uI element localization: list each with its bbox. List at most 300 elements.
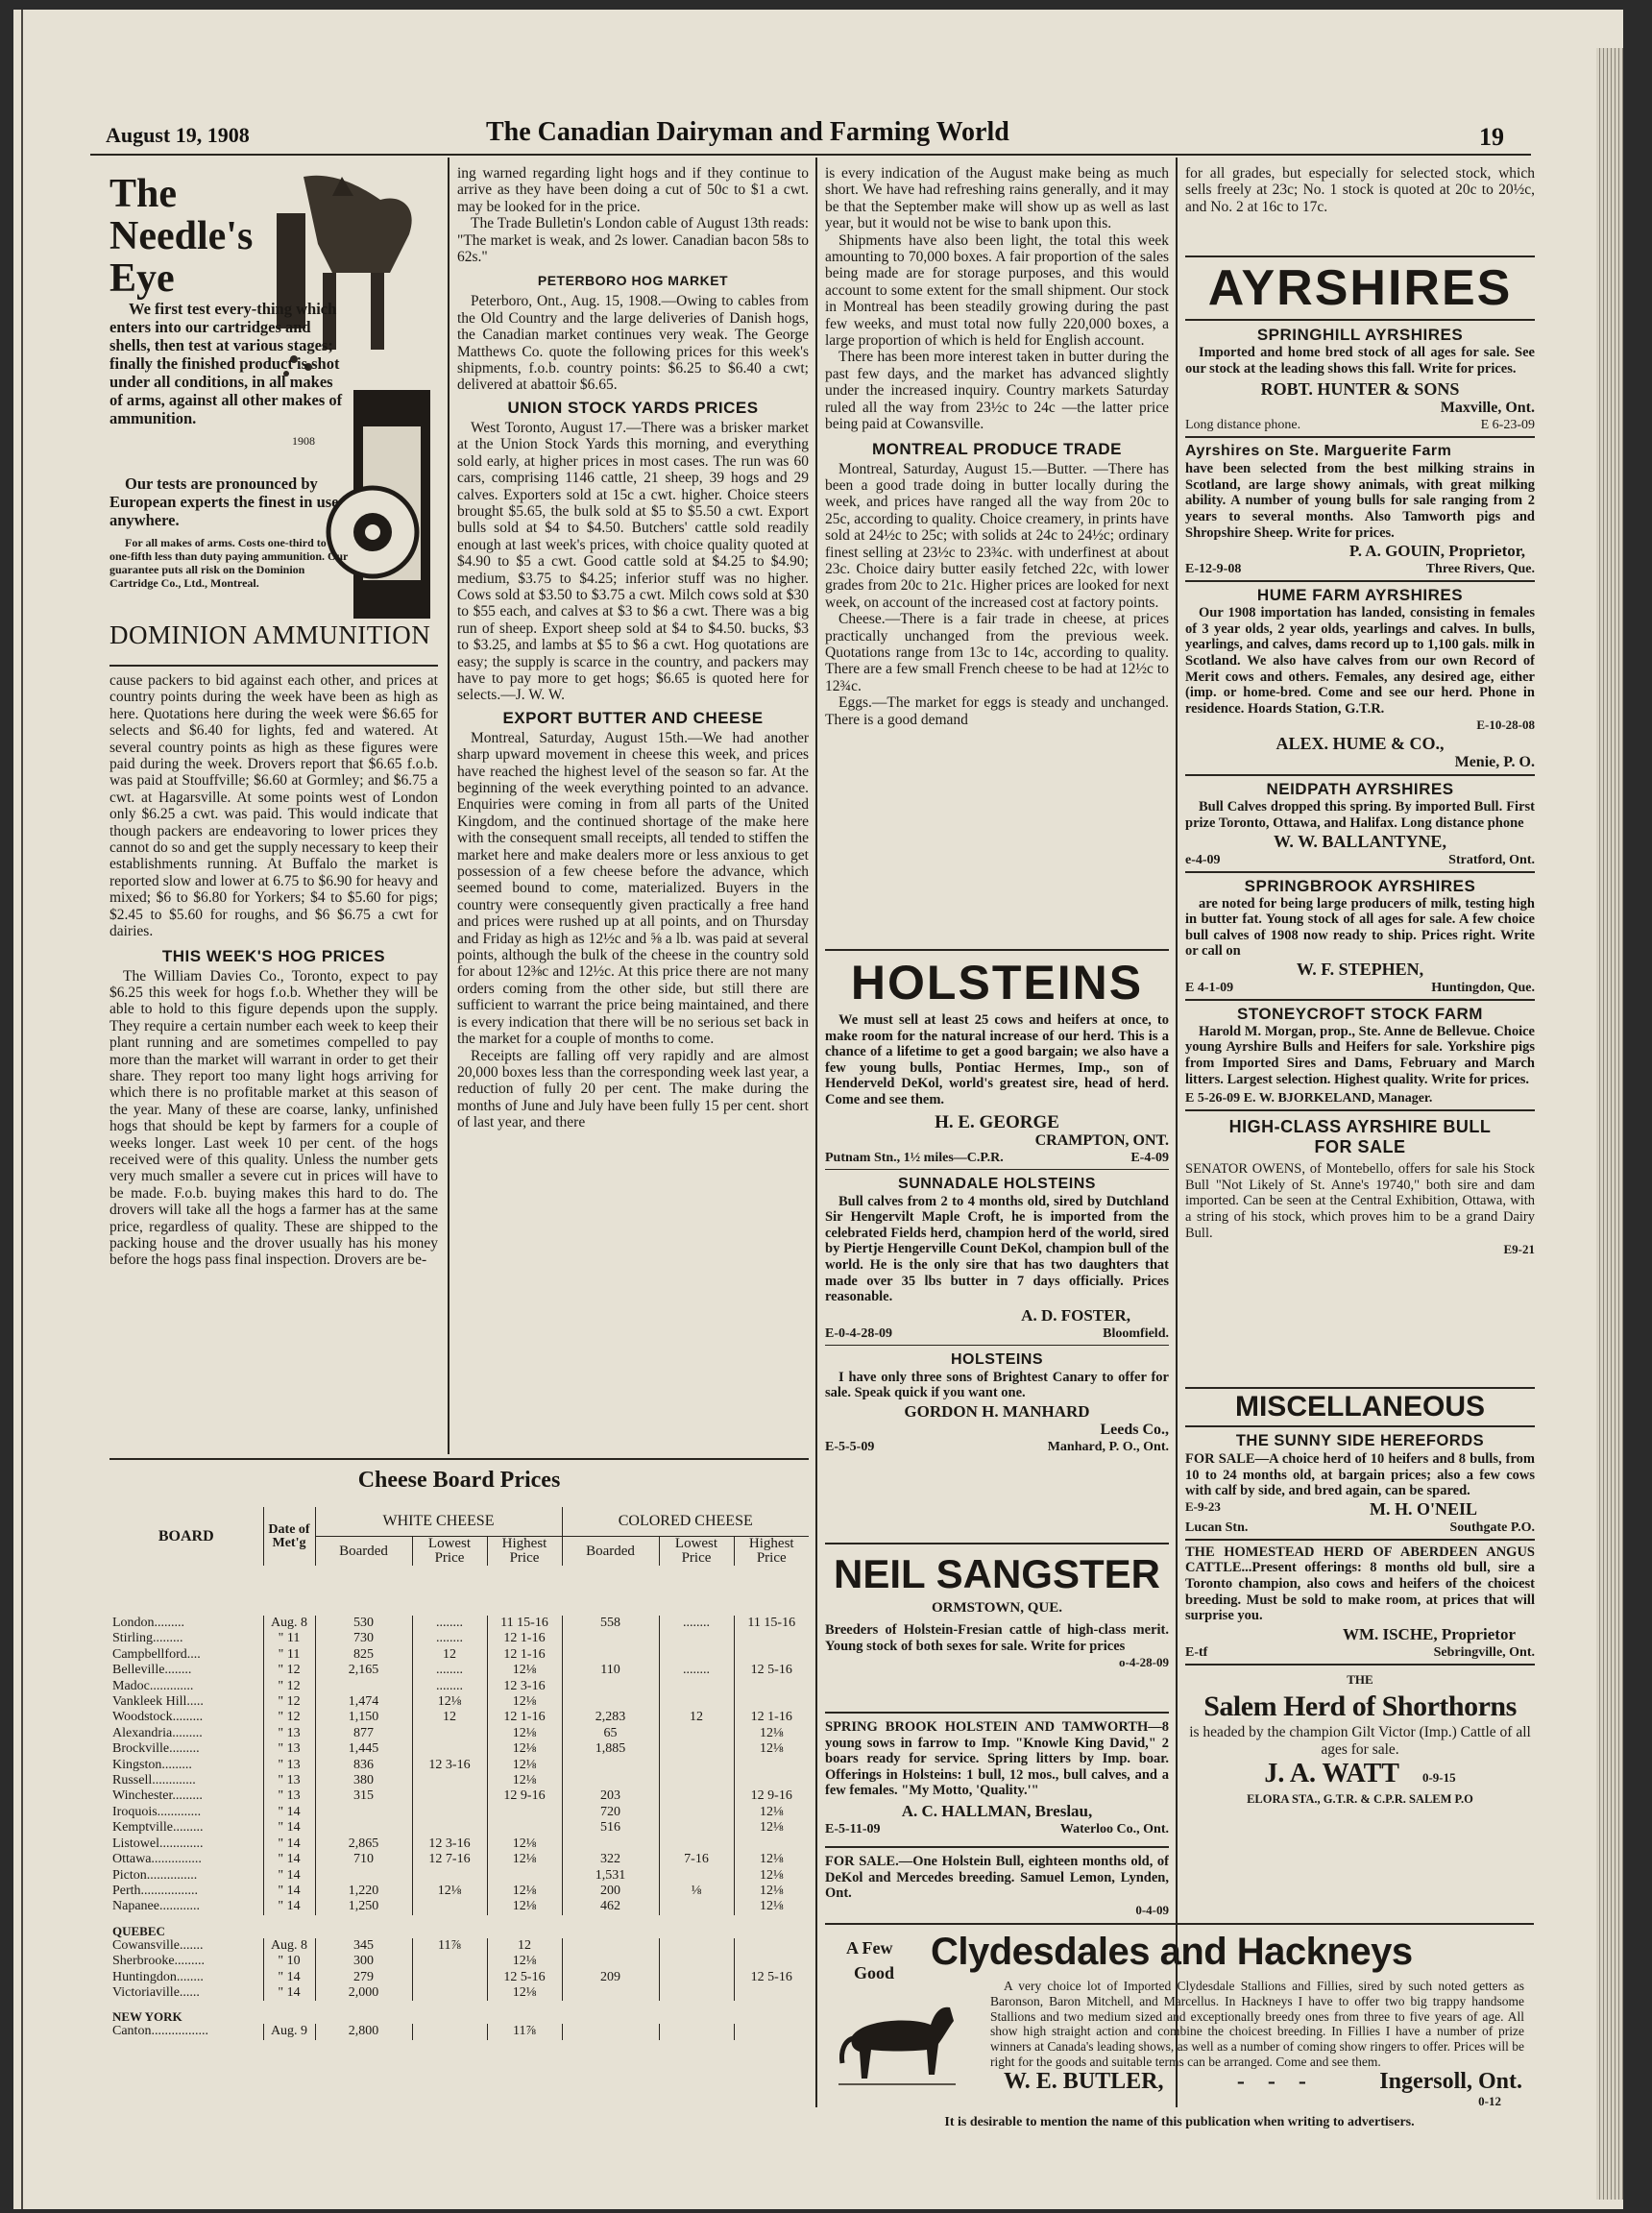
- cheese-cell: [659, 1788, 734, 1804]
- sangster-ad: [825, 1550, 1169, 1714]
- hunter-code: E 6-23-09: [1480, 418, 1535, 433]
- miscellaneous-title: MISCELLANEOUS: [1185, 1387, 1535, 1427]
- stephen-code: E 4-1-09: [1185, 980, 1234, 995]
- board-name: Cowansville.......: [109, 1938, 263, 1954]
- right-page-edge: [1596, 48, 1623, 2200]
- board-name: Napanee............: [109, 1899, 263, 1914]
- cheese-cell: 710: [315, 1852, 412, 1867]
- cheese-cell: 345: [315, 1938, 412, 1954]
- cheese-cell: 11⅞: [487, 2024, 562, 2039]
- cheese-cell: 877: [315, 1726, 412, 1741]
- cheese-cell: ........: [659, 1616, 734, 1631]
- ad-brand: DOMINION AMMUNITION: [109, 620, 431, 649]
- cheese-cell: " 14: [263, 1836, 315, 1852]
- cheese-cell: [659, 1985, 734, 2001]
- board-name: Vankleek Hill.....: [109, 1694, 263, 1710]
- manhard-county: Leeds Co.,: [1100, 1421, 1169, 1438]
- this-weeks-hog-prices-heading: THIS WEEK'S HOG PRICES: [161, 946, 386, 965]
- cheese-board-section: [109, 1458, 809, 2111]
- cheese-cell: 300: [315, 1954, 412, 1969]
- oneil-name: M. H. O'NEIL: [1369, 1498, 1477, 1519]
- sunnadale-name: A. D. FOSTER,: [1021, 1305, 1130, 1325]
- board-name: Victoriaville......: [109, 1985, 263, 2001]
- cheese-cell: [562, 1694, 659, 1710]
- hallman-code: E-5-11-09: [825, 1821, 881, 1836]
- cheese-cell: 380: [315, 1773, 412, 1788]
- cheese-cell: 1,474: [315, 1694, 412, 1710]
- cheese-row: [109, 1938, 809, 1954]
- sunny-side-code: E-9-23: [1185, 1498, 1221, 1514]
- george-place: CRAMPTON, ONT.: [1034, 1131, 1169, 1149]
- cheese-cell: 12⅛: [760, 1883, 784, 1898]
- cheese-cell: 12⅛: [487, 1758, 562, 1773]
- sunnadale-place: Bloomfield.: [1103, 1325, 1169, 1341]
- cheese-cell: 203: [562, 1788, 659, 1804]
- cheese-cell: [659, 1868, 734, 1884]
- cheese-cell: " 14: [263, 1884, 315, 1899]
- cheese-row: [109, 1710, 809, 1725]
- board-name: Sherbrooke.........: [109, 1954, 263, 1969]
- clydes-text: A very choice lot of Imported Clydesdale Stallions and Fillies, sired by such noted getters as Baronson, Baron Mitchell, and Marcellus. In Hackneys I have to offer two big trappy handsome Stallions and two medium sized and exceptionally breedy ones from three to five years of age. All show high straight action and combine the choicest breeding. In Fillies I have a number of prize winners at Canada's leading shows, as well as a number of coming show ringers to offer. Prices will be right for the goods and suitable terms can be arranged. Come and see them.: [990, 1979, 1524, 2069]
- cheese-cell: 516: [562, 1820, 659, 1836]
- sunnadale-text: Bull calves from 2 to 4 months old, sired by Dutchland Sir Hengervilt Maple Croft, he is imported from the celebrated Fields herd, champion herd of the world, sired by Piertje Hengerville Count DeKol, champion bull of the world. He is the only sire that has two daughters that made over 35 lbs butter in 7 days officially. Prices reasonable.: [825, 1193, 1169, 1305]
- cheese-cell: 279: [315, 1970, 412, 1985]
- cheese-row: [109, 1726, 809, 1741]
- ad-small-print: For all makes of arms. Costs one-third to one-fifth less than duty paying ammunition. Our guarantee puts all risk on the Dominion Cartridge Co., Ltd., Montreal.: [109, 536, 349, 590]
- column-rule-1: [448, 158, 449, 1454]
- column-rule-3: [1176, 158, 1178, 2107]
- board-name: Ottawa...............: [109, 1852, 263, 1867]
- senator-owens-text: SENATOR OWENS, of Montebello, offers for sale his Stock Bull "Not Likely of St. Anne's 19740," both sire and dam imported. Can be seen at the Central Exhibition, Ottawa, with a string of his stock, which proves him to be a grand Dairy Bull.: [1185, 1161, 1535, 1241]
- cheese-cell: " 11: [263, 1647, 315, 1663]
- cheese-cell: 11 15-16: [487, 1616, 562, 1631]
- cheese-cell: [734, 1985, 809, 2001]
- cheese-cell: 2,865: [315, 1836, 412, 1852]
- cheese-cell: 12: [659, 1710, 734, 1725]
- neidpath-text: Bull Calves dropped this spring. By imported Bull. First prize Toronto, Ottawa, and Halifax. Long distance phone: [1185, 799, 1535, 831]
- cheese-cell: ........: [412, 1663, 487, 1678]
- cheese-cell: 12⅛: [760, 1899, 784, 1914]
- cheese-cell: 12⅛: [487, 1899, 562, 1914]
- board-name: Huntingdon........: [109, 1970, 263, 1985]
- board-name: Perth.................: [109, 1884, 263, 1899]
- manhard-name: GORDON H. MANHARD: [904, 1401, 1090, 1421]
- cheese-cell: [659, 1758, 734, 1773]
- cheese-cell: [412, 1805, 487, 1820]
- cheese-row: [109, 1741, 809, 1757]
- header-rule: [90, 154, 1531, 156]
- cheese-cell: 1,445: [315, 1741, 412, 1757]
- cheese-cell: [659, 1647, 734, 1663]
- cheese-cell: [659, 1899, 734, 1914]
- cheese-cell: [315, 1679, 412, 1694]
- cheese-cell: [659, 1938, 734, 1954]
- cheese-cell: [412, 1788, 487, 1804]
- hallman-name: A. C. HALLMAN, Breslau,: [901, 1801, 1093, 1820]
- ische-place: Sebringville, Ont.: [1433, 1644, 1535, 1660]
- cheese-cell: 836: [315, 1758, 412, 1773]
- cheese-cell: 12: [412, 1710, 487, 1725]
- board-name: Listowel.............: [109, 1836, 263, 1852]
- hunter-phone: Long distance phone.: [1185, 418, 1301, 433]
- cheese-cell: 2,165: [315, 1663, 412, 1678]
- cheese-cell: [315, 1805, 412, 1820]
- cheese-cell: [412, 1741, 487, 1757]
- cheese-cell: [562, 1836, 659, 1852]
- cheese-cell: 12 3-16: [412, 1836, 487, 1852]
- cheese-board-title: Cheese Board Prices: [357, 1468, 561, 1493]
- cheese-row: [109, 1954, 809, 1969]
- cheese-cell: [412, 2024, 487, 2039]
- cheese-cell: [659, 1970, 734, 1985]
- cheese-cell: " 14: [263, 1868, 315, 1884]
- cheese-cell: 1,220: [315, 1884, 412, 1899]
- watt-place: ELORA STA., G.T.R. & C.P.R. SALEM P.O: [1247, 1791, 1473, 1806]
- cheese-cell: 200: [562, 1884, 659, 1899]
- cheese-cell: [562, 1647, 659, 1663]
- col-board: BOARD: [109, 1507, 263, 1566]
- cheese-cell: [412, 1868, 487, 1884]
- column-1-text: [109, 672, 438, 1455]
- left-page-edge: [13, 10, 23, 2209]
- george-name: H. E. GEORGE: [935, 1111, 1059, 1132]
- cheese-row: [109, 1758, 809, 1773]
- cheese-cell: 209: [562, 1970, 659, 1985]
- cheese-cell: 1,885: [562, 1741, 659, 1757]
- high-class-bull-heading: HIGH-CLASS AYRSHIRE BULL: [1228, 1117, 1492, 1137]
- cheese-cell: [659, 1805, 734, 1820]
- cheese-cell: " 12: [263, 1710, 315, 1725]
- cheese-row: [109, 1836, 809, 1852]
- cheese-cell: 12 3-16: [487, 1679, 562, 1694]
- cheese-cell: [562, 1954, 659, 1969]
- springbrook-holstein-text: SPRING BROOK HOLSTEIN AND TAMWORTH—8 young sows in farrow to Imp. "Knowle King David," 2 boars ready for service. Spring litters by Imp. boar. Offerings in Holsteins: 1 bull, 12 mos., bull calves, and a few females. "My Motto, 'Quality.'": [825, 1719, 1169, 1799]
- cheese-row: [109, 1631, 809, 1646]
- cheese-cell: 12⅛: [487, 1985, 562, 2001]
- cheese-row: [109, 1663, 809, 1678]
- this-weeks-hog-prices-text: The William Davies Co., Toronto, expect to pay $6.25 this week for hogs f.o.b. Whether they will be able to hold to this figure depends upon the supply. They require a certain number each week to keep their plant running and are sometimes compelled to pay more than the market will warrant in order to get their share. They report too many light hogs arriving for which there is no profitable market at this season of the year. Many of these are coarse, lanky, unfinished hogs that should be kept by farmers for a couple of weeks longer. Last week 10 per cent. of the hogs received were of this quality. Unless the number gets very much smaller a severe cut in prices will have to be made. F.o.b. buying makes this hard to do. The drovers will take all the hogs a farmer has at the same price, regardless of quality. These are shipped to the packing house and the drover usually has his money before the hogs pass final inspection. Drovers are be-: [109, 967, 438, 1269]
- ad-body-2: Our tests are pronounced by European experts the finest in use anywhere.: [109, 474, 339, 529]
- springbrook-ayrshires-heading: SPRINGBROOK AYRSHIRES: [1244, 876, 1476, 895]
- august-make-text: is every indication of the August make being as much short. We have had refreshing rains generally, and it may be that the September make will show up as well as last year, but it would not be wise to bank upon this.: [825, 165, 1169, 232]
- montreal-butter-text: Montreal, Saturday, August 15.—Butter. —There has been a good trade doing in butter locally during the week, and prices have ranged all the way from 20c to 25c, according to quality. Choice creamery, in prints have sold at 24½c to 25c; with solids at 24c to 24½c; ordinary finest selling at 23½c to 23¾c. with underfinest at about 23c. Choice dairy butter easily fetched 22c, with lower grades from 20c to 21c. Higher prices are looked for next week, on account of the increased cost at factory points.: [825, 460, 1169, 611]
- cheese-cell: [562, 1679, 659, 1694]
- ische-name: WM. ISCHE, Proprietor: [1342, 1624, 1516, 1643]
- lemon-text: FOR SALE.—One Holstein Bull, eighteen months old, of DeKol and Mercedes breeding. Samuel Lemon, Lynden, Ont.: [825, 1854, 1169, 1902]
- butler-dashes: - - -: [1236, 2069, 1306, 2094]
- board-name: Picton...............: [109, 1868, 263, 1884]
- george-code: E-4-09: [1130, 1150, 1169, 1165]
- ballantyne-code: e-4-09: [1185, 852, 1221, 867]
- cheese-cell: 1,250: [315, 1899, 412, 1914]
- clydes-a-few: A Few: [846, 1938, 893, 1958]
- cheese-cell: 11⅞: [412, 1938, 487, 1954]
- cheese-cell: [562, 1758, 659, 1773]
- butler-name: W. E. BUTLER,: [1004, 2069, 1164, 2094]
- london-cable-text: The Trade Bulletin's London cable of August 13th reads: "The market is weak, and 2s lower. Canadian bacon 58s to 62s.": [457, 215, 809, 266]
- springhill-heading: SPRINGHILL AYRSHIRES: [1256, 326, 1464, 344]
- springhill-text: Imported and home bred stock of all ages for sale. See our stock at the leading shows this fall. Write for prices.: [1185, 345, 1535, 377]
- cheese-cell: [734, 2024, 809, 2039]
- sangster-title: NEIL SANGSTER: [834, 1551, 1160, 1596]
- cheese-cell: [659, 1726, 734, 1741]
- board-name: Kingston.........: [109, 1758, 263, 1773]
- cheese-cell: [659, 1741, 734, 1757]
- cheese-row: [109, 1852, 809, 1867]
- column-4-text: [1185, 165, 1535, 257]
- cheese-cell: 2,283: [562, 1710, 659, 1725]
- board-name: Iroquois.............: [109, 1805, 263, 1820]
- cheese-cell: 315: [315, 1788, 412, 1804]
- cheese-cell: [562, 1985, 659, 2001]
- cheese-cell: 1,531: [562, 1868, 659, 1884]
- montreal-produce-heading: MONTREAL PRODUCE TRADE: [871, 439, 1123, 458]
- cheese-cell: 12 1-16: [487, 1631, 562, 1646]
- lemon-holstein-ad: [825, 1854, 1169, 1919]
- cheese-cell: 12⅛: [487, 1694, 562, 1710]
- ballantyne-place: Stratford, Ont.: [1448, 852, 1535, 867]
- cheese-cell: 110: [562, 1663, 659, 1678]
- cheese-cell: [734, 1773, 809, 1788]
- holsteins-2-heading: HOLSTEINS: [950, 1350, 1044, 1368]
- board-name: Kemptville.........: [109, 1820, 263, 1836]
- cheese-cell: 2,800: [315, 2024, 412, 2039]
- cheese-cell: 12⅛: [760, 1804, 784, 1819]
- cheese-cell: 12⅛: [487, 1726, 562, 1741]
- newspaper-page: [13, 10, 1623, 2209]
- cheese-cell: 12⅛: [760, 1725, 784, 1740]
- cheese-cell: 12 9-16: [487, 1788, 562, 1804]
- cheese-cell: 12⅛: [487, 1884, 562, 1899]
- cheese-cell: " 14: [263, 1852, 315, 1867]
- export-butter-cheese-text: Montreal, Saturday, August 15th.—We had another sharp upward movement in cheese this week, and prices have reached the highest level of the season so far. At the beginning of the week everything pointed to an advance. Enquiries were coming in from all parts of the United Kingdom, and the continued shortage of the make here with the consequent small receipts, all tended to stiffen the market here and make dealers more or less anxious to get possession of a few cheese before the advance, which seemed bound to come, materialized. Buyers in the country were consequently given practically a free hand and prices were rushed up at all points, and on Thursday and Friday as high as 12½c and ⅝ a lb. was paid at several points, although the bulk of the cheese in the country sold for about 12⅜c and 12½c. At this price there are not many orders coming from the other side, but still there are sufficient to warrant the price being maintained, and there is every indication that there will be no serious set back in the market for a couple of months to come.: [457, 729, 809, 1048]
- cheese-cell: 12⅛: [487, 1954, 562, 1969]
- cheese-cell: Aug. 8: [263, 1616, 315, 1631]
- oneil-place: Southgate P.O.: [1449, 1520, 1535, 1535]
- montreal-cheese-text: Cheese.—There is a fair trade in cheese, at prices practically unchanged from the previous week. Quotations range from 13c to 14c, according to quality. There are a few small French cheese to be had at 12½c to 12¾c.: [825, 611, 1169, 694]
- footer-note: It is desirable to mention the name of this publication when writing to advertisers.: [944, 2115, 1415, 2129]
- board-name: London.........: [109, 1616, 263, 1631]
- cheese-cell: 12 5-16: [487, 1970, 562, 1985]
- cheese-cell: [412, 1985, 487, 2001]
- stoneycroft-heading: STONEYCROFT STOCK FARM: [1237, 1004, 1483, 1023]
- cheese-cell: " 10: [263, 1954, 315, 1969]
- cheese-cell: 12⅛: [487, 1773, 562, 1788]
- cheese-cell: 1,150: [315, 1710, 412, 1725]
- page-header: [106, 113, 1556, 152]
- cheese-row: [109, 1805, 809, 1820]
- watt-name: J. A. WATT: [1264, 1758, 1399, 1788]
- sunnadale-code: E-0-4-28-09: [825, 1325, 892, 1341]
- cheese-cell: 12 5-16: [750, 1969, 792, 1984]
- ayrshires-title: AYRSHIRES: [1185, 263, 1535, 321]
- union-stock-yards-heading: UNION STOCK YARDS PRICES: [507, 398, 759, 417]
- cheese-cell: [734, 1631, 809, 1646]
- sunnadale-heading: SUNNADALE HOLSTEINS: [898, 1175, 1096, 1192]
- george-text: We must sell at least 25 cows and heifers at once, to make room for the natural increase of our herd. This is a chance of a lifetime to get a good bargain; we also have a few young bulls, Pontiac Hermes, Imp., son of Henderveld DeKol, world's greatest sire, head of herd. Come and see them.: [825, 1012, 1169, 1107]
- eggs-continued-text: for all grades, but especially for selected stock, which sells freely at 23c; No. 1 stock is quoted at 20c to 20½c, and No. 2 at 16c to 17c.: [1185, 165, 1535, 215]
- cheese-cell: Aug. 8: [263, 1938, 315, 1954]
- cheese-row: [109, 1985, 809, 2001]
- cheese-cell: [734, 1836, 809, 1852]
- stephen-place: Huntingdon, Que.: [1431, 980, 1535, 995]
- cheese-cell: 7-16: [659, 1852, 734, 1867]
- cheese-cell: [315, 1820, 412, 1836]
- cheese-cell: 12 1-16: [750, 1710, 792, 1725]
- cheese-row: [109, 1679, 809, 1694]
- cheese-row: [109, 1970, 809, 1985]
- cheese-cell: [412, 1970, 487, 1985]
- cheese-cell: " 14: [263, 1970, 315, 1985]
- hume-text: Our 1908 importation has landed, consisting in females of 3 year olds, 2 year olds, yearlings and calves. In bulls, yearlings, and calves, dams record up to 1,100 gals. milk in Scotland. We also have calves from our own Record of Merit cows and others. Females, any desired age, either (imp. or home-bred. Come and see our herd. Phone in residence. Hoards Station, G.T.R.: [1185, 605, 1535, 717]
- cheese-cell: 12⅛: [760, 1741, 784, 1757]
- cheese-cell: 12⅛: [760, 1867, 784, 1883]
- cheese-cell: " 14: [263, 1820, 315, 1836]
- cheese-cell: 12⅛: [412, 1694, 487, 1710]
- cheese-cell: 12 1-16: [487, 1710, 562, 1725]
- cheese-cell: [562, 1773, 659, 1788]
- needles-eye-ad: [109, 165, 438, 667]
- hallman-place: Waterloo Co., Ont.: [1059, 1821, 1169, 1836]
- cheese-cell: 720: [562, 1805, 659, 1820]
- cheese-cell: [734, 1647, 809, 1663]
- salem-text: is headed by the champion Gilt Victor (Imp.) Cattle of all ages for sale.: [1189, 1723, 1531, 1758]
- cheese-cell: [659, 1679, 734, 1694]
- hume-name: ALEX. HUME & CO.,: [1275, 734, 1445, 754]
- board-name: Madoc.............: [109, 1679, 263, 1694]
- butler-code: 0-12: [1478, 2094, 1501, 2108]
- sangster-code: o-4-28-09: [1119, 1655, 1169, 1670]
- cheese-cell: 12⅛: [487, 1741, 562, 1757]
- clydes-good: Good: [854, 1963, 895, 1982]
- page-number: 19: [1479, 123, 1504, 151]
- cheese-cell: ........: [412, 1616, 487, 1631]
- cheese-row: [109, 1899, 809, 1914]
- board-name: Brockville.........: [109, 1741, 263, 1757]
- cheese-cell: 12⅛: [760, 1820, 784, 1836]
- cheese-cell: 12 1-16: [487, 1647, 562, 1663]
- col-colored-cheese: COLORED CHEESE: [562, 1507, 809, 1537]
- hume-heading: HUME FARM AYRSHIRES: [1256, 586, 1464, 605]
- cheese-cell: [734, 1938, 809, 1954]
- cheese-cell: 12 9-16: [750, 1788, 792, 1804]
- cheese-cell: 730: [315, 1631, 412, 1646]
- neidpath-heading: NEIDPATH AYRSHIRES: [1266, 780, 1454, 799]
- cheese-cell: " 13: [263, 1741, 315, 1757]
- cheese-cell: Aug. 9: [263, 2024, 315, 2039]
- hog-warning-text: ing warned regarding light hogs and if they continue to arrive as they have been doing a cut of 50c to $1 a cwt. may be looked for in the price.: [457, 165, 809, 215]
- lemon-code: 0-4-09: [1135, 1902, 1169, 1917]
- holsteins-ad-block: [825, 959, 1169, 1544]
- cheese-row: [109, 2024, 809, 2039]
- montreal-eggs-text: Eggs.—The market for eggs is steady and unchanged. There is a good demand: [825, 694, 1169, 728]
- springbrook-ayrshires-text: are noted for being large producers of milk, testing high in butter fat. Young stock of all ages for sale. A few choice bull calves of 1908 now ready to ship. Prices right. Write or call on: [1185, 895, 1535, 960]
- cheese-cell: [659, 1836, 734, 1852]
- cheese-cell: 12: [412, 1647, 487, 1663]
- col-white-boarded: Boarded: [315, 1537, 412, 1567]
- column-3-text: [825, 165, 1169, 951]
- cheese-cell: [487, 1868, 562, 1884]
- cheese-cell: 462: [562, 1899, 659, 1914]
- cheese-cell: " 13: [263, 1726, 315, 1741]
- ische-code: E-tf: [1185, 1644, 1208, 1660]
- export-butter-cheese-heading: EXPORT BUTTER AND CHEESE: [502, 708, 764, 727]
- col-colored-lowest: Lowest Price: [659, 1537, 734, 1567]
- cheese-cell: 12 5-16: [750, 1663, 792, 1678]
- board-name: Winchester.........: [109, 1788, 263, 1804]
- sunny-side-text: FOR SALE—A choice herd of 10 heifers and 8 bulls, from 10 to 24 months old, at bargain prices; also a few cows with calf by side, and bred again, can be spared.: [1185, 1451, 1535, 1499]
- cheese-cell: 65: [562, 1726, 659, 1741]
- miscellaneous-block: [1185, 1387, 1535, 1917]
- hume-place: Menie, P. O.: [1185, 754, 1535, 776]
- col-colored-boarded: Boarded: [562, 1537, 659, 1567]
- marguerite-heading: Ayrshires on Ste. Marguerite Farm: [1185, 443, 1452, 460]
- cheese-cell: ........: [659, 1663, 734, 1678]
- cheese-cell: 12⅛: [487, 1852, 562, 1867]
- hunter-name: ROBT. HUNTER & SONS: [1260, 379, 1460, 400]
- ad-year: 1908: [292, 434, 315, 448]
- col-white-cheese: WHITE CHEESE: [315, 1507, 562, 1537]
- cheese-row: [109, 1694, 809, 1710]
- manhard-place: Manhard, P. O., Ont.: [1047, 1439, 1169, 1454]
- butler-place: Ingersoll, Ont.: [1379, 2069, 1522, 2094]
- export-receipts-text: Receipts are falling off very rapidly and are almost 20,000 boxes less than the corresponding week last year, a reduction of fully 20 per cent. The make during the months of June and July have been fully 15 per cent. short of last year, and there: [457, 1047, 809, 1131]
- stoneycroft-text: Harold M. Morgan, prop., Ste. Anne de Bellevue. Choice young Ayrshire Bulls and Heifers for sale. Yorkshire pigs from Imported Sires and Dams, February and March litters. Largest selection. Highest quality. Write for prices.: [1185, 1023, 1535, 1087]
- ayrshires-ad-block: [1185, 263, 1535, 1379]
- cheese-cell: [659, 1954, 734, 1969]
- cheese-cell: " 12: [263, 1679, 315, 1694]
- cheese-cell: 11 15-16: [747, 1616, 796, 1630]
- col-white-highest: Highest Price: [487, 1537, 562, 1567]
- hunter-place: Maxville, Ont.: [1440, 400, 1535, 417]
- cheese-cell: [487, 1820, 562, 1836]
- cheese-cell: " 12: [263, 1694, 315, 1710]
- peterboro-text: Peterboro, Ont., Aug. 15, 1908.—Owing to cables from the Old Country and the large deliveries of Danish hogs, the Canadian market continues very weak. The George Matthews Co. quote the following prices for this week's shipments, f.o.b. country points: $6.25 to $6.40 a cwt; delivered at abattoir $6.65.: [457, 293, 809, 394]
- cheese-row: [109, 1884, 809, 1899]
- cheese-cell: [562, 1938, 659, 1954]
- cheese-cell: [659, 2024, 734, 2039]
- springbrook-holstein-ad: [825, 1719, 1169, 1848]
- cheese-cell: ........: [412, 1679, 487, 1694]
- clydes-title: Clydesdales and Hackneys: [931, 1931, 1413, 1973]
- gouin-name: P. A. GOUIN, Proprietor,: [1348, 542, 1525, 561]
- union-stock-yards-text: West Toronto, August 17.—There was a brisker market at the Union Stock Yards this morning, and everything sold early, at higher prices in most cases. The run was 60 cars, comprising 1146 cattle, 21 sheep, 39 hogs and 29 calves. Exporters sold at 15c a cwt. higher. Choice steers brought $5.65, the bulk sold at $5 to $5.50 a cwt. Export bulls sold at $4 to $4.50. Butchers' cattle sold readily enough at last week's prices, with choice quality quoted at $4.90 to $5 a cwt. Good cattle sold at $4.25 to $4.90; medium, $3.75 to $4.25; inferior stuff was no higher. Cows sold at $3.50 to $3.75 a cwt. Milch cows sold at $30 to $55 each, and calves at $3 to $6 a cwt. There was a big run of sheep. Export sheep sold at $4 to $4.50. bucks, $3 to $3.25, and lambs at $5 to $6 a cwt. Hog quotations are easy; the supply is scarce in the country, and packers may have to pay more to get hogs; $6.65 is quoted here for selects.—J. W. W.: [457, 419, 809, 704]
- butter-interest-text: There has been more interest taken in butter during the past few days, and the market has advanced slightly under the increased inquiry. Country markets Saturday ruled all the way from 23½c to 24c —the latter price being paid at Cowansville.: [825, 349, 1169, 433]
- header-title: The Canadian Dairyman and Farming World: [486, 117, 1009, 147]
- col-white-lowest: Lowest Price: [412, 1537, 487, 1567]
- col-colored-highest: Highest Price: [748, 1536, 794, 1566]
- cheese-cell: [562, 2024, 659, 2039]
- peterboro-heading: PETERBORO HOG MARKET: [537, 273, 729, 289]
- cheese-cell: [315, 1868, 412, 1884]
- section-heading: NEW YORK: [112, 2009, 182, 2025]
- cheese-cell: [412, 1899, 487, 1914]
- cheese-cell: [412, 1820, 487, 1836]
- george-station: Putnam Stn., 1½ miles—C.P.R.: [825, 1150, 1004, 1165]
- board-name: Campbellford....: [109, 1647, 263, 1663]
- cheese-cell: 12: [487, 1938, 562, 1954]
- senator-owens-code: E9-21: [1503, 1242, 1535, 1257]
- cheese-cell: [734, 1679, 809, 1694]
- cheese-cell: [659, 1820, 734, 1836]
- cheese-cell: 530: [315, 1616, 412, 1631]
- homestead-text: THE HOMESTEAD HERD OF ABERDEEN ANGUS CATTLE...Present offerings: 8 months old bull, sire a Toronto champion, also cows and heifers of the choicest breeding. Must be sold to make room, at prices that will surprise you.: [1185, 1544, 1535, 1624]
- for-sale-heading: FOR SALE: [1314, 1137, 1406, 1157]
- cheese-cell: 12 3-16: [412, 1758, 487, 1773]
- ad-title: The Needle's Eye: [109, 172, 254, 301]
- cheese-cell: 12⅛: [487, 1836, 562, 1852]
- horse-illustration: [835, 1992, 960, 2098]
